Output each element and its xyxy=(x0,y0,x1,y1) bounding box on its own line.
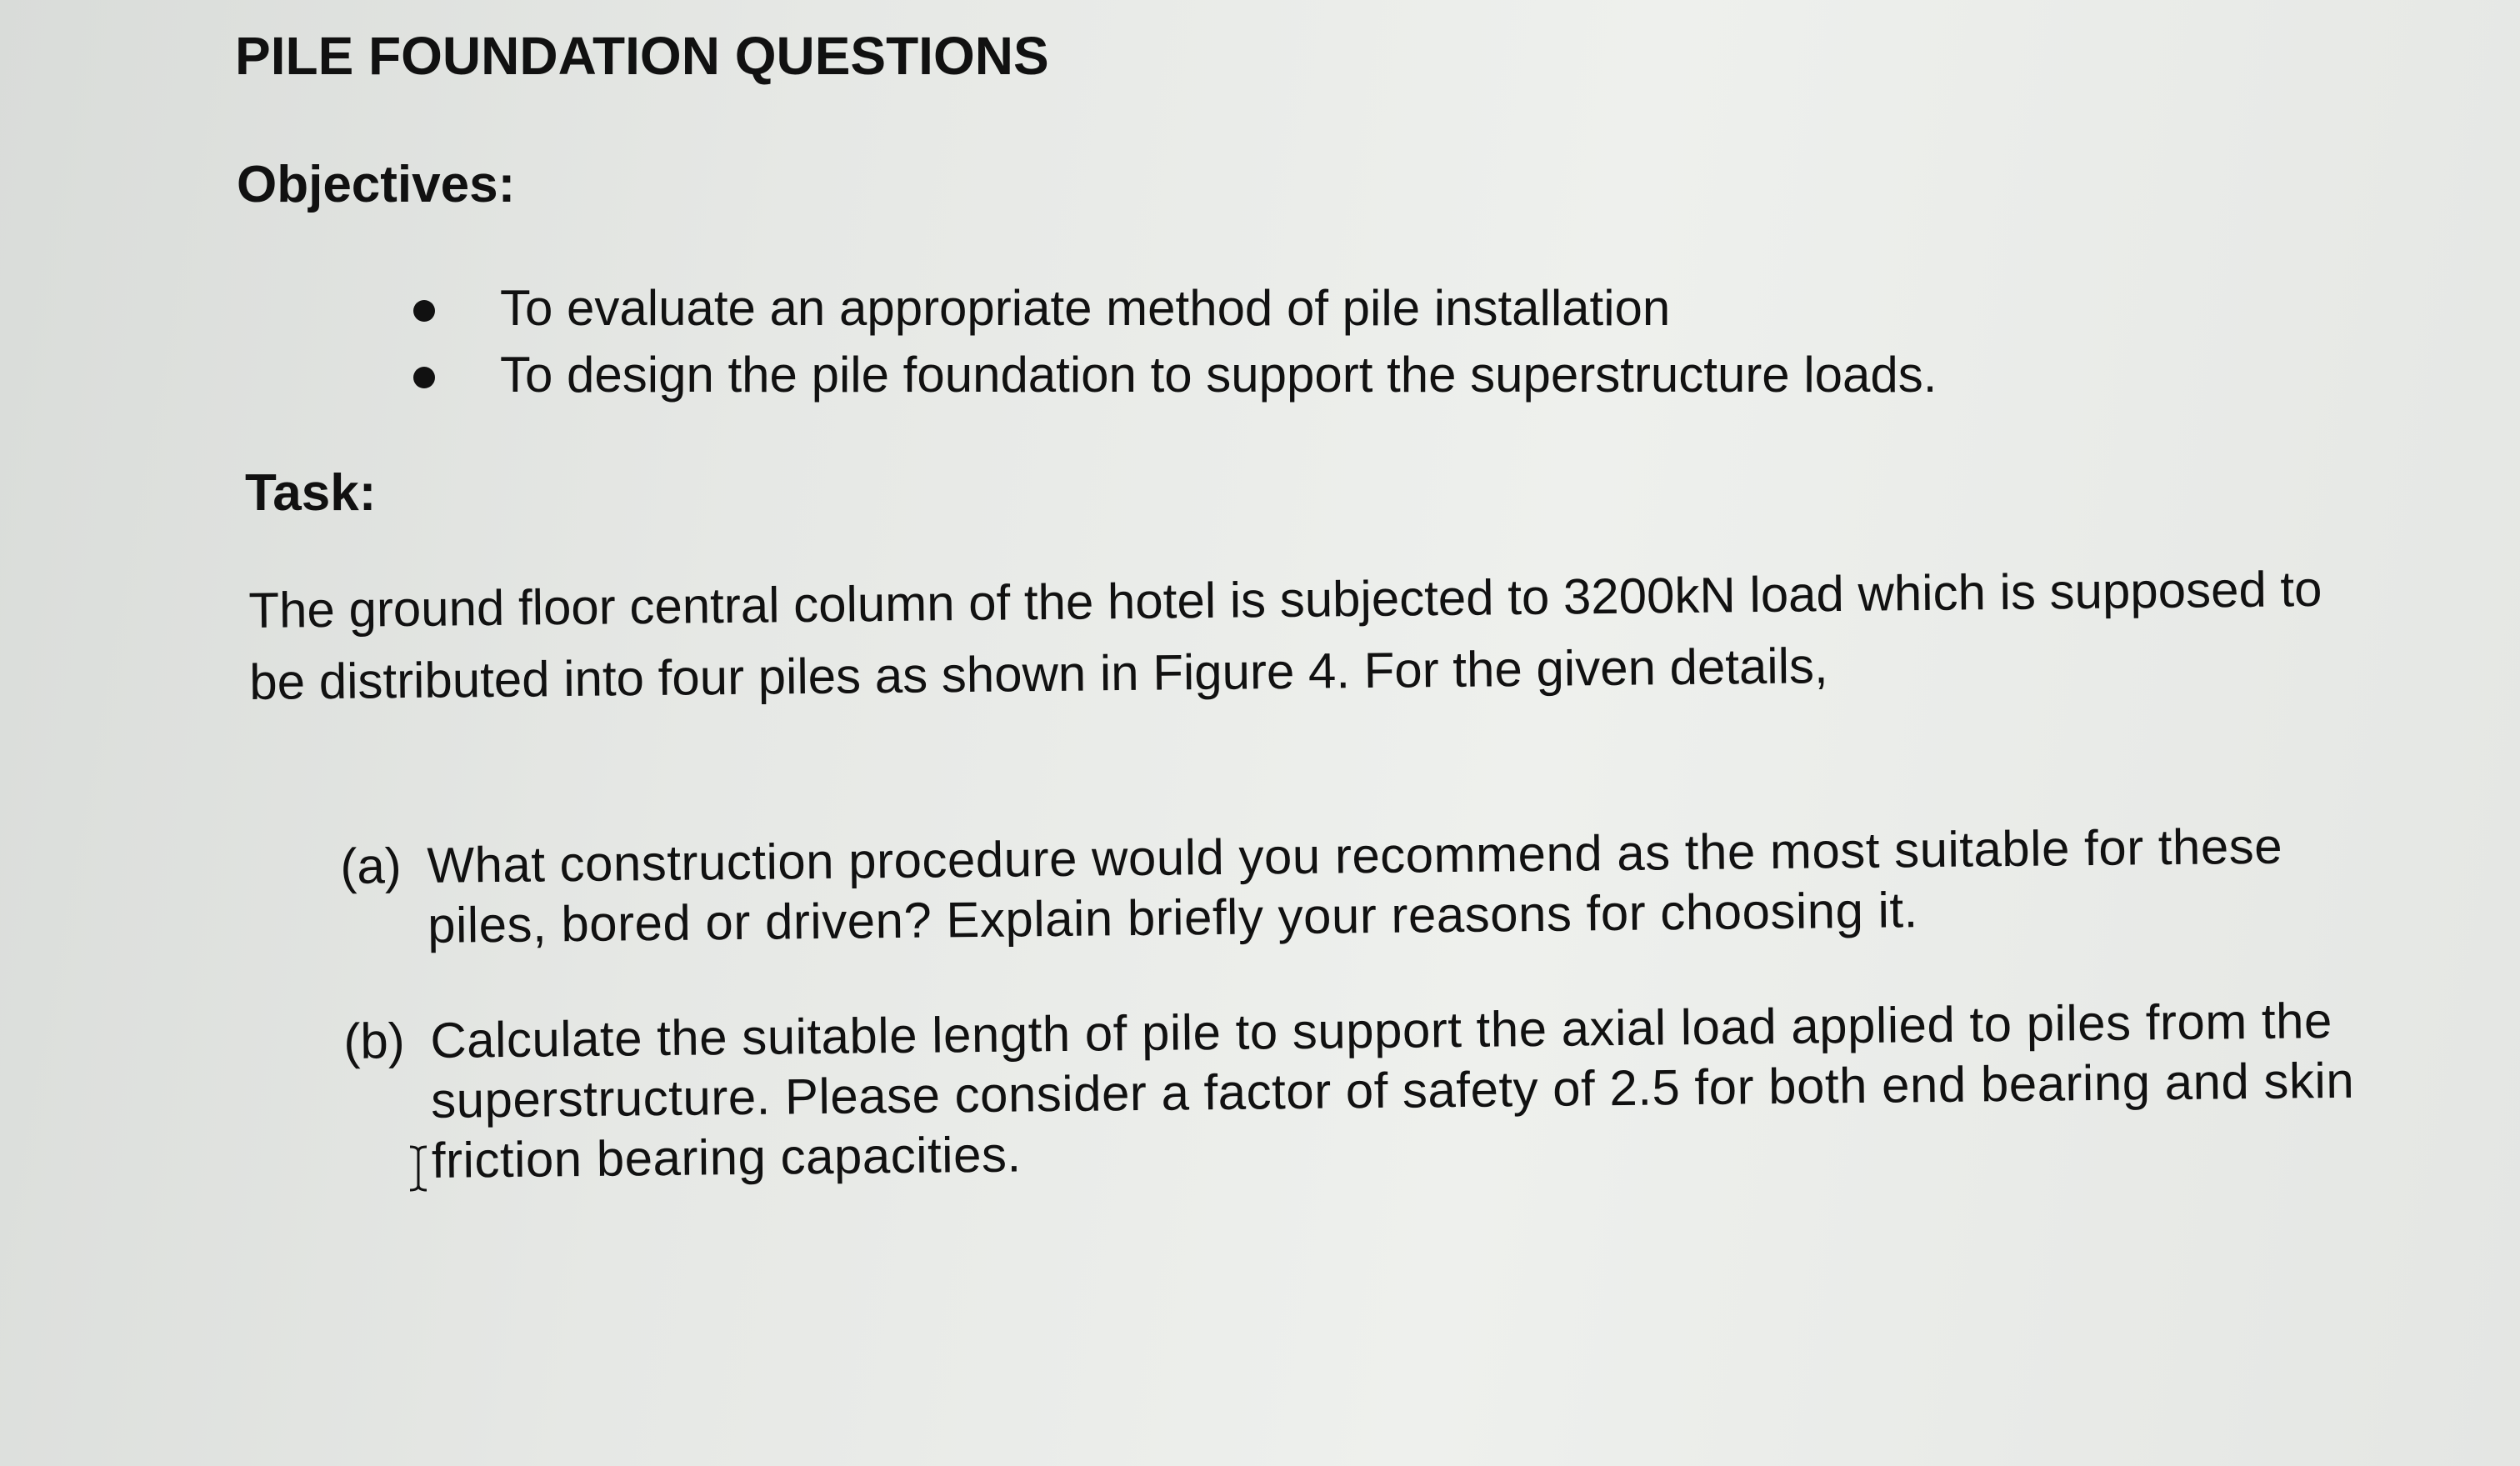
question-a xyxy=(340,816,2358,957)
question-label: (b) xyxy=(343,1013,406,1069)
question-text: Calculate the suitable length of pile to support the axial load applied to piles from the superstructure. Please consider a factor of safety of 2.5 for both end bearing and skin friction bearing capacities. xyxy=(430,993,2355,1188)
objective-text: To design the pile foundation to support the superstructure loads. xyxy=(500,347,1938,403)
page-title: PILE FOUNDATION QUESTIONS xyxy=(235,26,1049,86)
list-item xyxy=(408,342,1937,408)
task-paragraph: The ground floor central column of the hotel is subjected to 3200kN load which is supposed to be distributed into four piles as shown in Figure 4. For the given details, xyxy=(248,560,2322,710)
question-b xyxy=(343,991,2362,1192)
question-label: (a) xyxy=(340,838,402,894)
bullet-icon xyxy=(413,367,435,388)
objective-text: To evaluate an appropriate method of pile installation xyxy=(500,280,1671,336)
text-cursor-icon xyxy=(407,1143,430,1193)
list-item xyxy=(408,275,1937,342)
objectives-heading: Objectives: xyxy=(237,156,516,213)
objectives-list xyxy=(408,275,1937,408)
question-text: What construction procedure would you recommend as the most suitable for these piles, bored or driven? Explain briefly your reasons for choosing it. xyxy=(427,818,2283,953)
bullet-icon xyxy=(413,300,435,322)
task-heading: Task: xyxy=(245,464,377,522)
